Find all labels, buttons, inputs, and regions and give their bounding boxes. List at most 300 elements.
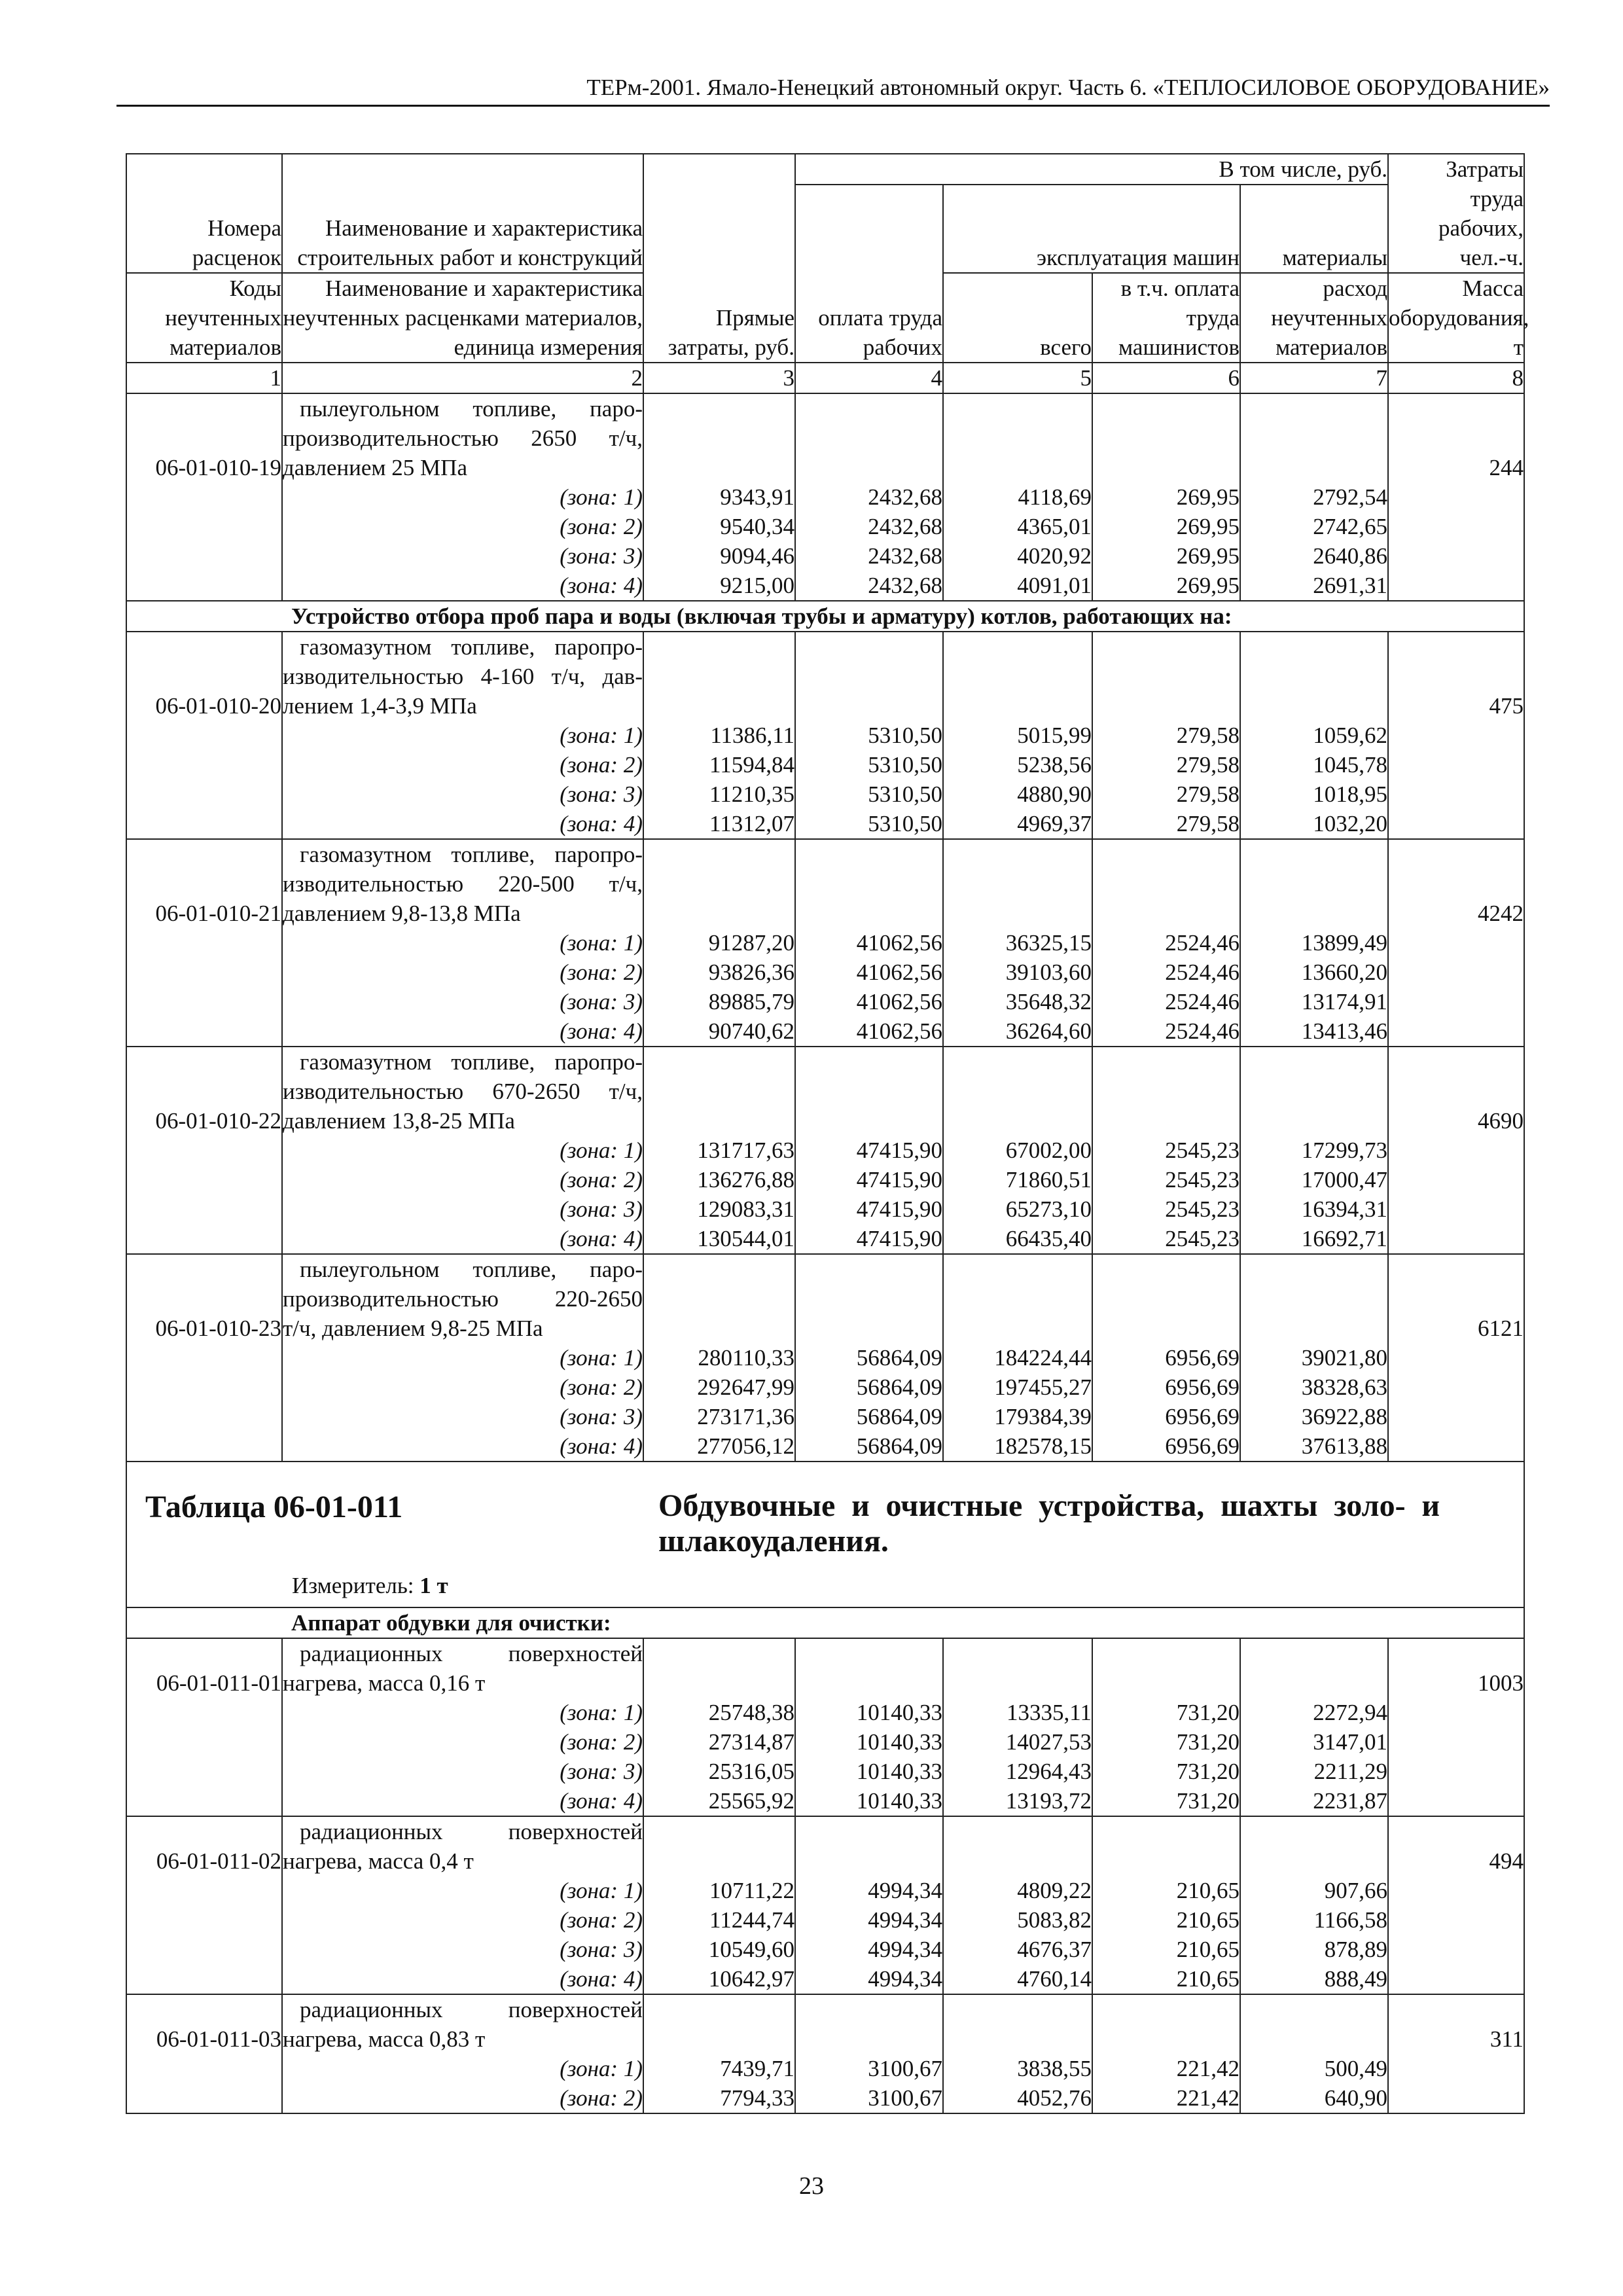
description-line: изводительностью 220-500 т/ч,	[283, 871, 643, 897]
zone-row	[126, 1698, 1524, 1727]
value-cell: 130544,01	[643, 1224, 795, 1254]
empty-cell	[126, 809, 282, 839]
value-cell: 4994,34	[795, 1964, 943, 1994]
value-cell: 37613,88	[1240, 1431, 1388, 1462]
page-header: ТЕРм-2001. Ямало-Ненецкий автономный округ. Часть 6. «ТЕПЛОСИЛОВОЕ ОБОРУДОВАНИЕ»	[116, 71, 1550, 107]
empty-cell	[1240, 1816, 1388, 1876]
value-cell: 4969,37	[943, 809, 1092, 839]
value-cell: 2432,68	[795, 482, 943, 512]
empty-cell	[126, 1165, 282, 1194]
zone-row	[126, 750, 1524, 780]
empty-cell	[1388, 1964, 1524, 1994]
empty-cell	[643, 1047, 795, 1136]
value-cell: 279,58	[1092, 809, 1240, 839]
value-cell: 4676,37	[943, 1935, 1092, 1964]
description-line: давлением 9,8-13,8 МПа	[283, 901, 521, 926]
value-cell: 71860,51	[943, 1165, 1092, 1194]
labor-cost: 4690	[1388, 1047, 1524, 1136]
empty-cell	[126, 1876, 282, 1905]
empty-cell	[1388, 1727, 1524, 1757]
value-cell: 6956,69	[1092, 1431, 1240, 1462]
labor-cost: 1003	[1388, 1638, 1524, 1698]
value-cell: 91287,20	[643, 928, 795, 958]
zone-label: (зона: 4)	[282, 571, 643, 601]
description-line: радиационных поверхностей	[300, 1641, 643, 1666]
rate-row	[126, 1994, 1524, 2054]
value-cell: 25748,38	[643, 1698, 795, 1727]
rate-description	[282, 1047, 643, 1136]
value-cell: 5310,50	[795, 721, 943, 750]
empty-cell	[1388, 1698, 1524, 1727]
empty-cell	[1092, 1254, 1240, 1343]
value-cell: 2545,23	[1092, 1224, 1240, 1254]
value-cell: 269,95	[1092, 482, 1240, 512]
value-cell: 4809,22	[943, 1876, 1092, 1905]
value-cell: 500,49	[1240, 2054, 1388, 2083]
value-cell: 13660,20	[1240, 958, 1388, 987]
empty-cell	[1388, 1165, 1524, 1194]
rate-description	[282, 1994, 643, 2054]
value-cell: 13174,91	[1240, 987, 1388, 1016]
zone-row	[126, 512, 1524, 541]
empty-cell	[126, 1786, 282, 1816]
description-line: газомазутном топливе, паропро-	[300, 634, 643, 660]
empty-cell	[1388, 809, 1524, 839]
zone-row	[126, 1935, 1524, 1964]
empty-cell	[943, 1638, 1092, 1698]
value-cell: 9094,46	[643, 541, 795, 571]
value-cell: 4994,34	[795, 1935, 943, 1964]
value-cell: 731,20	[1092, 1757, 1240, 1786]
zone-row	[126, 780, 1524, 809]
col-header-operator-wages: в т.ч. оплата труда машинистов	[1092, 273, 1240, 363]
col-header-material-names: Наименование и характеристика неучтенных расценками материалов, единица измерения	[282, 273, 643, 363]
table-description: Обдувочные и очистные устройства, шахты золо- и шлакоудаления.	[658, 1488, 1440, 1558]
zone-label: (зона: 3)	[282, 780, 643, 809]
value-cell: 2742,65	[1240, 512, 1388, 541]
value-cell: 36325,15	[943, 928, 1092, 958]
empty-cell	[126, 1194, 282, 1224]
empty-cell	[943, 632, 1092, 721]
value-cell: 13193,72	[943, 1786, 1092, 1816]
value-cell: 2432,68	[795, 571, 943, 601]
empty-cell	[795, 393, 943, 482]
zone-row	[126, 2054, 1524, 2083]
value-cell: 129083,31	[643, 1194, 795, 1224]
zone-label: (зона: 4)	[282, 809, 643, 839]
empty-cell	[1388, 512, 1524, 541]
empty-cell	[126, 750, 282, 780]
empty-cell	[795, 632, 943, 721]
value-cell: 4760,14	[943, 1964, 1092, 1994]
section-row	[126, 601, 1524, 632]
column-number: 1	[126, 363, 282, 393]
zone-row	[126, 1136, 1524, 1165]
value-cell: 1045,78	[1240, 750, 1388, 780]
value-cell: 56864,09	[795, 1343, 943, 1372]
empty-cell	[1092, 1816, 1240, 1876]
value-cell: 35648,32	[943, 987, 1092, 1016]
empty-cell	[795, 1638, 943, 1698]
description-line: давлением 25 МПа	[283, 455, 467, 480]
description-line: нагрева, масса 0,4 т	[283, 1848, 474, 1874]
rate-description	[282, 1254, 643, 1343]
empty-cell	[1388, 987, 1524, 1016]
value-cell: 1166,58	[1240, 1905, 1388, 1935]
zone-label: (зона: 2)	[282, 512, 643, 541]
column-number: 4	[795, 363, 943, 393]
section-title: Устройство отбора проб пара и воды (включая трубы и арматуру) котлов, работающих на:	[282, 601, 1524, 632]
value-cell: 731,20	[1092, 1786, 1240, 1816]
zone-label: (зона: 3)	[282, 1402, 643, 1431]
value-cell: 4880,90	[943, 780, 1092, 809]
price-table	[126, 153, 1529, 2114]
column-number: 7	[1240, 363, 1388, 393]
rate-row	[126, 1816, 1524, 1876]
empty-cell	[643, 393, 795, 482]
empty-cell	[126, 601, 282, 632]
meter-line	[127, 1559, 1524, 1607]
empty-cell	[126, 928, 282, 958]
description-line: нагрева, масса 0,83 т	[283, 2026, 486, 2052]
empty-cell	[643, 1816, 795, 1876]
empty-cell	[1240, 1254, 1388, 1343]
value-cell: 273171,36	[643, 1402, 795, 1431]
empty-cell	[1092, 1994, 1240, 2054]
rate-code: 06-01-011-02	[126, 1816, 282, 1876]
empty-cell	[643, 632, 795, 721]
empty-cell	[126, 1224, 282, 1254]
value-cell: 5310,50	[795, 750, 943, 780]
zone-label: (зона: 4)	[282, 1224, 643, 1254]
empty-cell	[943, 1816, 1092, 1876]
value-cell: 279,58	[1092, 750, 1240, 780]
value-cell: 2524,46	[1092, 987, 1240, 1016]
value-cell: 2640,86	[1240, 541, 1388, 571]
empty-cell	[795, 1994, 943, 2054]
value-cell: 39021,80	[1240, 1343, 1388, 1372]
value-cell: 5083,82	[943, 1905, 1092, 1935]
description-line: пылеугольном топливе, паро-	[300, 396, 643, 422]
value-cell: 2524,46	[1092, 1016, 1240, 1047]
zone-label: (зона: 1)	[282, 1698, 643, 1727]
description-line: производительностью 2650 т/ч,	[283, 425, 643, 451]
value-cell: 1018,95	[1240, 780, 1388, 809]
zone-label: (зона: 3)	[282, 1757, 643, 1786]
description-line: нагрева, масса 0,16 т	[283, 1670, 486, 1696]
value-cell: 10549,60	[643, 1935, 795, 1964]
empty-cell	[126, 1136, 282, 1165]
empty-cell	[126, 1343, 282, 1372]
empty-cell	[1388, 482, 1524, 512]
col-header-wages: оплата труда рабочих	[795, 185, 943, 363]
value-cell: 210,65	[1092, 1935, 1240, 1964]
empty-cell	[1388, 2083, 1524, 2113]
description-line: радиационных поверхностей	[300, 1819, 643, 1844]
zone-label: (зона: 2)	[282, 1165, 643, 1194]
rate-row	[126, 839, 1524, 928]
zone-label: (зона: 3)	[282, 1935, 643, 1964]
empty-cell	[126, 571, 282, 601]
col-header-material-codes: Коды неучтенных материалов	[126, 273, 282, 363]
empty-cell	[943, 1994, 1092, 2054]
labor-cost: 475	[1388, 632, 1524, 721]
column-number: 3	[643, 363, 795, 393]
zone-row	[126, 1194, 1524, 1224]
zone-row	[126, 541, 1524, 571]
empty-cell	[126, 1935, 282, 1964]
empty-cell	[795, 1254, 943, 1343]
rate-description	[282, 393, 643, 482]
zone-label: (зона: 1)	[282, 1343, 643, 1372]
empty-cell	[1388, 958, 1524, 987]
empty-cell	[795, 1816, 943, 1876]
zone-label: (зона: 1)	[282, 928, 643, 958]
col-header-code: Номера расценок	[126, 154, 282, 273]
empty-cell	[1388, 1905, 1524, 1935]
zone-row	[126, 1727, 1524, 1757]
value-cell: 6956,69	[1092, 1372, 1240, 1402]
empty-cell	[943, 1254, 1092, 1343]
value-cell: 4020,92	[943, 541, 1092, 571]
value-cell: 6956,69	[1092, 1343, 1240, 1372]
value-cell: 3838,55	[943, 2054, 1092, 2083]
labor-cost: 244	[1388, 393, 1524, 482]
empty-cell	[1388, 1786, 1524, 1816]
value-cell: 7794,33	[643, 2083, 795, 2113]
value-cell: 4994,34	[795, 1876, 943, 1905]
rate-code: 06-01-010-22	[126, 1047, 282, 1136]
value-cell: 56864,09	[795, 1402, 943, 1431]
zone-row	[126, 1431, 1524, 1462]
value-cell: 731,20	[1092, 1698, 1240, 1727]
empty-cell	[1388, 1194, 1524, 1224]
empty-cell	[126, 1727, 282, 1757]
value-cell: 888,49	[1240, 1964, 1388, 1994]
zone-row	[126, 1165, 1524, 1194]
zone-label: (зона: 4)	[282, 1964, 643, 1994]
value-cell: 6956,69	[1092, 1402, 1240, 1431]
rate-row	[126, 1638, 1524, 1698]
value-cell: 93826,36	[643, 958, 795, 987]
value-cell: 3100,67	[795, 2083, 943, 2113]
table-number: Таблица 06-01-011	[145, 1490, 403, 1524]
empty-cell	[1388, 721, 1524, 750]
empty-cell	[1388, 780, 1524, 809]
empty-cell	[1388, 1224, 1524, 1254]
empty-cell	[126, 1964, 282, 1994]
value-cell: 5015,99	[943, 721, 1092, 750]
description-line: пылеугольном топливе, паро-	[300, 1257, 643, 1282]
value-cell: 2231,87	[1240, 1786, 1388, 1816]
value-cell: 2211,29	[1240, 1757, 1388, 1786]
value-cell: 16692,71	[1240, 1224, 1388, 1254]
value-cell: 10140,33	[795, 1727, 943, 1757]
value-cell: 210,65	[1092, 1964, 1240, 1994]
description-line: давлением 13,8-25 МПа	[283, 1108, 515, 1134]
value-cell: 9540,34	[643, 512, 795, 541]
empty-cell	[1240, 1994, 1388, 2054]
value-cell: 11312,07	[643, 809, 795, 839]
value-cell: 292647,99	[643, 1372, 795, 1402]
empty-cell	[1388, 1757, 1524, 1786]
value-cell: 41062,56	[795, 958, 943, 987]
value-cell: 279,58	[1092, 721, 1240, 750]
meter-label: Измеритель:	[292, 1573, 414, 1598]
description-line: изводительностью 4-160 т/ч, дав-	[283, 664, 643, 689]
empty-cell	[643, 1638, 795, 1698]
value-cell: 4365,01	[943, 512, 1092, 541]
value-cell: 11594,84	[643, 750, 795, 780]
rate-code: 06-01-010-19	[126, 393, 282, 482]
rate-description	[282, 839, 643, 928]
empty-cell	[126, 482, 282, 512]
empty-cell	[643, 1254, 795, 1343]
empty-cell	[1092, 1638, 1240, 1698]
value-cell: 9343,91	[643, 482, 795, 512]
zone-label: (зона: 2)	[282, 1372, 643, 1402]
col-header-machines: эксплуатация машин	[943, 185, 1240, 273]
value-cell: 2524,46	[1092, 958, 1240, 987]
zone-label: (зона: 1)	[282, 1136, 643, 1165]
empty-cell	[643, 1994, 795, 2054]
value-cell: 13413,46	[1240, 1016, 1388, 1047]
rate-description	[282, 632, 643, 721]
empty-cell	[1388, 1136, 1524, 1165]
value-cell: 221,42	[1092, 2083, 1240, 2113]
value-cell: 47415,90	[795, 1224, 943, 1254]
zone-row	[126, 482, 1524, 512]
col-header-direct-costs: Прямые затраты, руб.	[643, 154, 795, 363]
value-cell: 17299,73	[1240, 1136, 1388, 1165]
value-cell: 25316,05	[643, 1757, 795, 1786]
empty-cell	[126, 1016, 282, 1047]
value-cell: 4091,01	[943, 571, 1092, 601]
column-number: 5	[943, 363, 1092, 393]
zone-row	[126, 928, 1524, 958]
table-title-row	[126, 1462, 1524, 1607]
empty-cell	[1092, 632, 1240, 721]
value-cell: 27314,87	[643, 1727, 795, 1757]
zone-row	[126, 809, 1524, 839]
value-cell: 280110,33	[643, 1343, 795, 1372]
value-cell: 2691,31	[1240, 571, 1388, 601]
description-line: т/ч, давлением 9,8-25 МПа	[283, 1316, 543, 1341]
value-cell: 210,65	[1092, 1876, 1240, 1905]
empty-cell	[126, 1372, 282, 1402]
rate-description	[282, 1816, 643, 1876]
zone-label: (зона: 1)	[282, 721, 643, 750]
col-header-machines-total: всего	[943, 273, 1092, 363]
empty-cell	[126, 1905, 282, 1935]
value-cell: 2545,23	[1092, 1136, 1240, 1165]
zone-label: (зона: 2)	[282, 2083, 643, 2113]
value-cell: 41062,56	[795, 928, 943, 958]
value-cell: 2545,23	[1092, 1194, 1240, 1224]
empty-cell	[1388, 1431, 1524, 1462]
empty-cell	[126, 2054, 282, 2083]
empty-cell	[1388, 1876, 1524, 1905]
description-line: газомазутном топливе, паропро-	[300, 1049, 643, 1075]
zone-label: (зона: 2)	[282, 750, 643, 780]
column-number: 8	[1388, 363, 1524, 393]
column-number: 6	[1092, 363, 1240, 393]
zone-row	[126, 1876, 1524, 1905]
value-cell: 2432,68	[795, 512, 943, 541]
value-cell: 179384,39	[943, 1402, 1092, 1431]
empty-cell	[1388, 750, 1524, 780]
value-cell: 731,20	[1092, 1727, 1240, 1757]
value-cell: 12964,43	[943, 1757, 1092, 1786]
value-cell: 182578,15	[943, 1431, 1092, 1462]
col-header-including: В том числе, руб.	[795, 154, 1388, 185]
value-cell: 67002,00	[943, 1136, 1092, 1165]
empty-cell	[126, 721, 282, 750]
empty-cell	[943, 839, 1092, 928]
value-cell: 2792,54	[1240, 482, 1388, 512]
zone-label: (зона: 4)	[282, 1016, 643, 1047]
value-cell: 269,95	[1092, 571, 1240, 601]
empty-cell	[126, 512, 282, 541]
section-title: Аппарат обдувки для очистки:	[282, 1607, 1524, 1638]
zone-label: (зона: 4)	[282, 1786, 643, 1816]
empty-cell	[126, 780, 282, 809]
value-cell: 277056,12	[643, 1431, 795, 1462]
value-cell: 907,66	[1240, 1876, 1388, 1905]
empty-cell	[795, 1047, 943, 1136]
empty-cell	[1092, 1047, 1240, 1136]
empty-cell	[1388, 1402, 1524, 1431]
rate-code: 06-01-010-20	[126, 632, 282, 721]
value-cell: 4994,34	[795, 1905, 943, 1935]
value-cell: 38328,63	[1240, 1372, 1388, 1402]
empty-cell	[126, 1698, 282, 1727]
value-cell: 13899,49	[1240, 928, 1388, 958]
zone-label: (зона: 4)	[282, 1431, 643, 1462]
empty-cell	[1388, 541, 1524, 571]
empty-cell	[126, 1607, 282, 1638]
zone-row	[126, 1757, 1524, 1786]
value-cell: 65273,10	[943, 1194, 1092, 1224]
empty-cell	[126, 1402, 282, 1431]
value-cell: 16394,31	[1240, 1194, 1388, 1224]
value-cell: 2545,23	[1092, 1165, 1240, 1194]
value-cell: 10140,33	[795, 1698, 943, 1727]
value-cell: 197455,27	[943, 1372, 1092, 1402]
value-cell: 17000,47	[1240, 1165, 1388, 1194]
rate-row	[126, 1047, 1524, 1136]
empty-cell	[1240, 1047, 1388, 1136]
meter-value: 1 т	[419, 1573, 448, 1598]
value-cell: 640,90	[1240, 2083, 1388, 2113]
value-cell: 39103,60	[943, 958, 1092, 987]
zone-label: (зона: 3)	[282, 987, 643, 1016]
zone-row	[126, 571, 1524, 601]
labor-cost: 311	[1388, 1994, 1524, 2054]
page-number: 23	[799, 2172, 824, 2200]
zone-label: (зона: 3)	[282, 541, 643, 571]
value-cell: 2524,46	[1092, 928, 1240, 958]
empty-cell	[1388, 1343, 1524, 1372]
empty-cell	[1240, 839, 1388, 928]
rate-row	[126, 393, 1524, 482]
rate-description	[282, 1638, 643, 1698]
value-cell: 269,95	[1092, 541, 1240, 571]
rate-code: 06-01-011-01	[126, 1638, 282, 1698]
value-cell: 5238,56	[943, 750, 1092, 780]
zone-label: (зона: 2)	[282, 958, 643, 987]
value-cell: 5310,50	[795, 780, 943, 809]
